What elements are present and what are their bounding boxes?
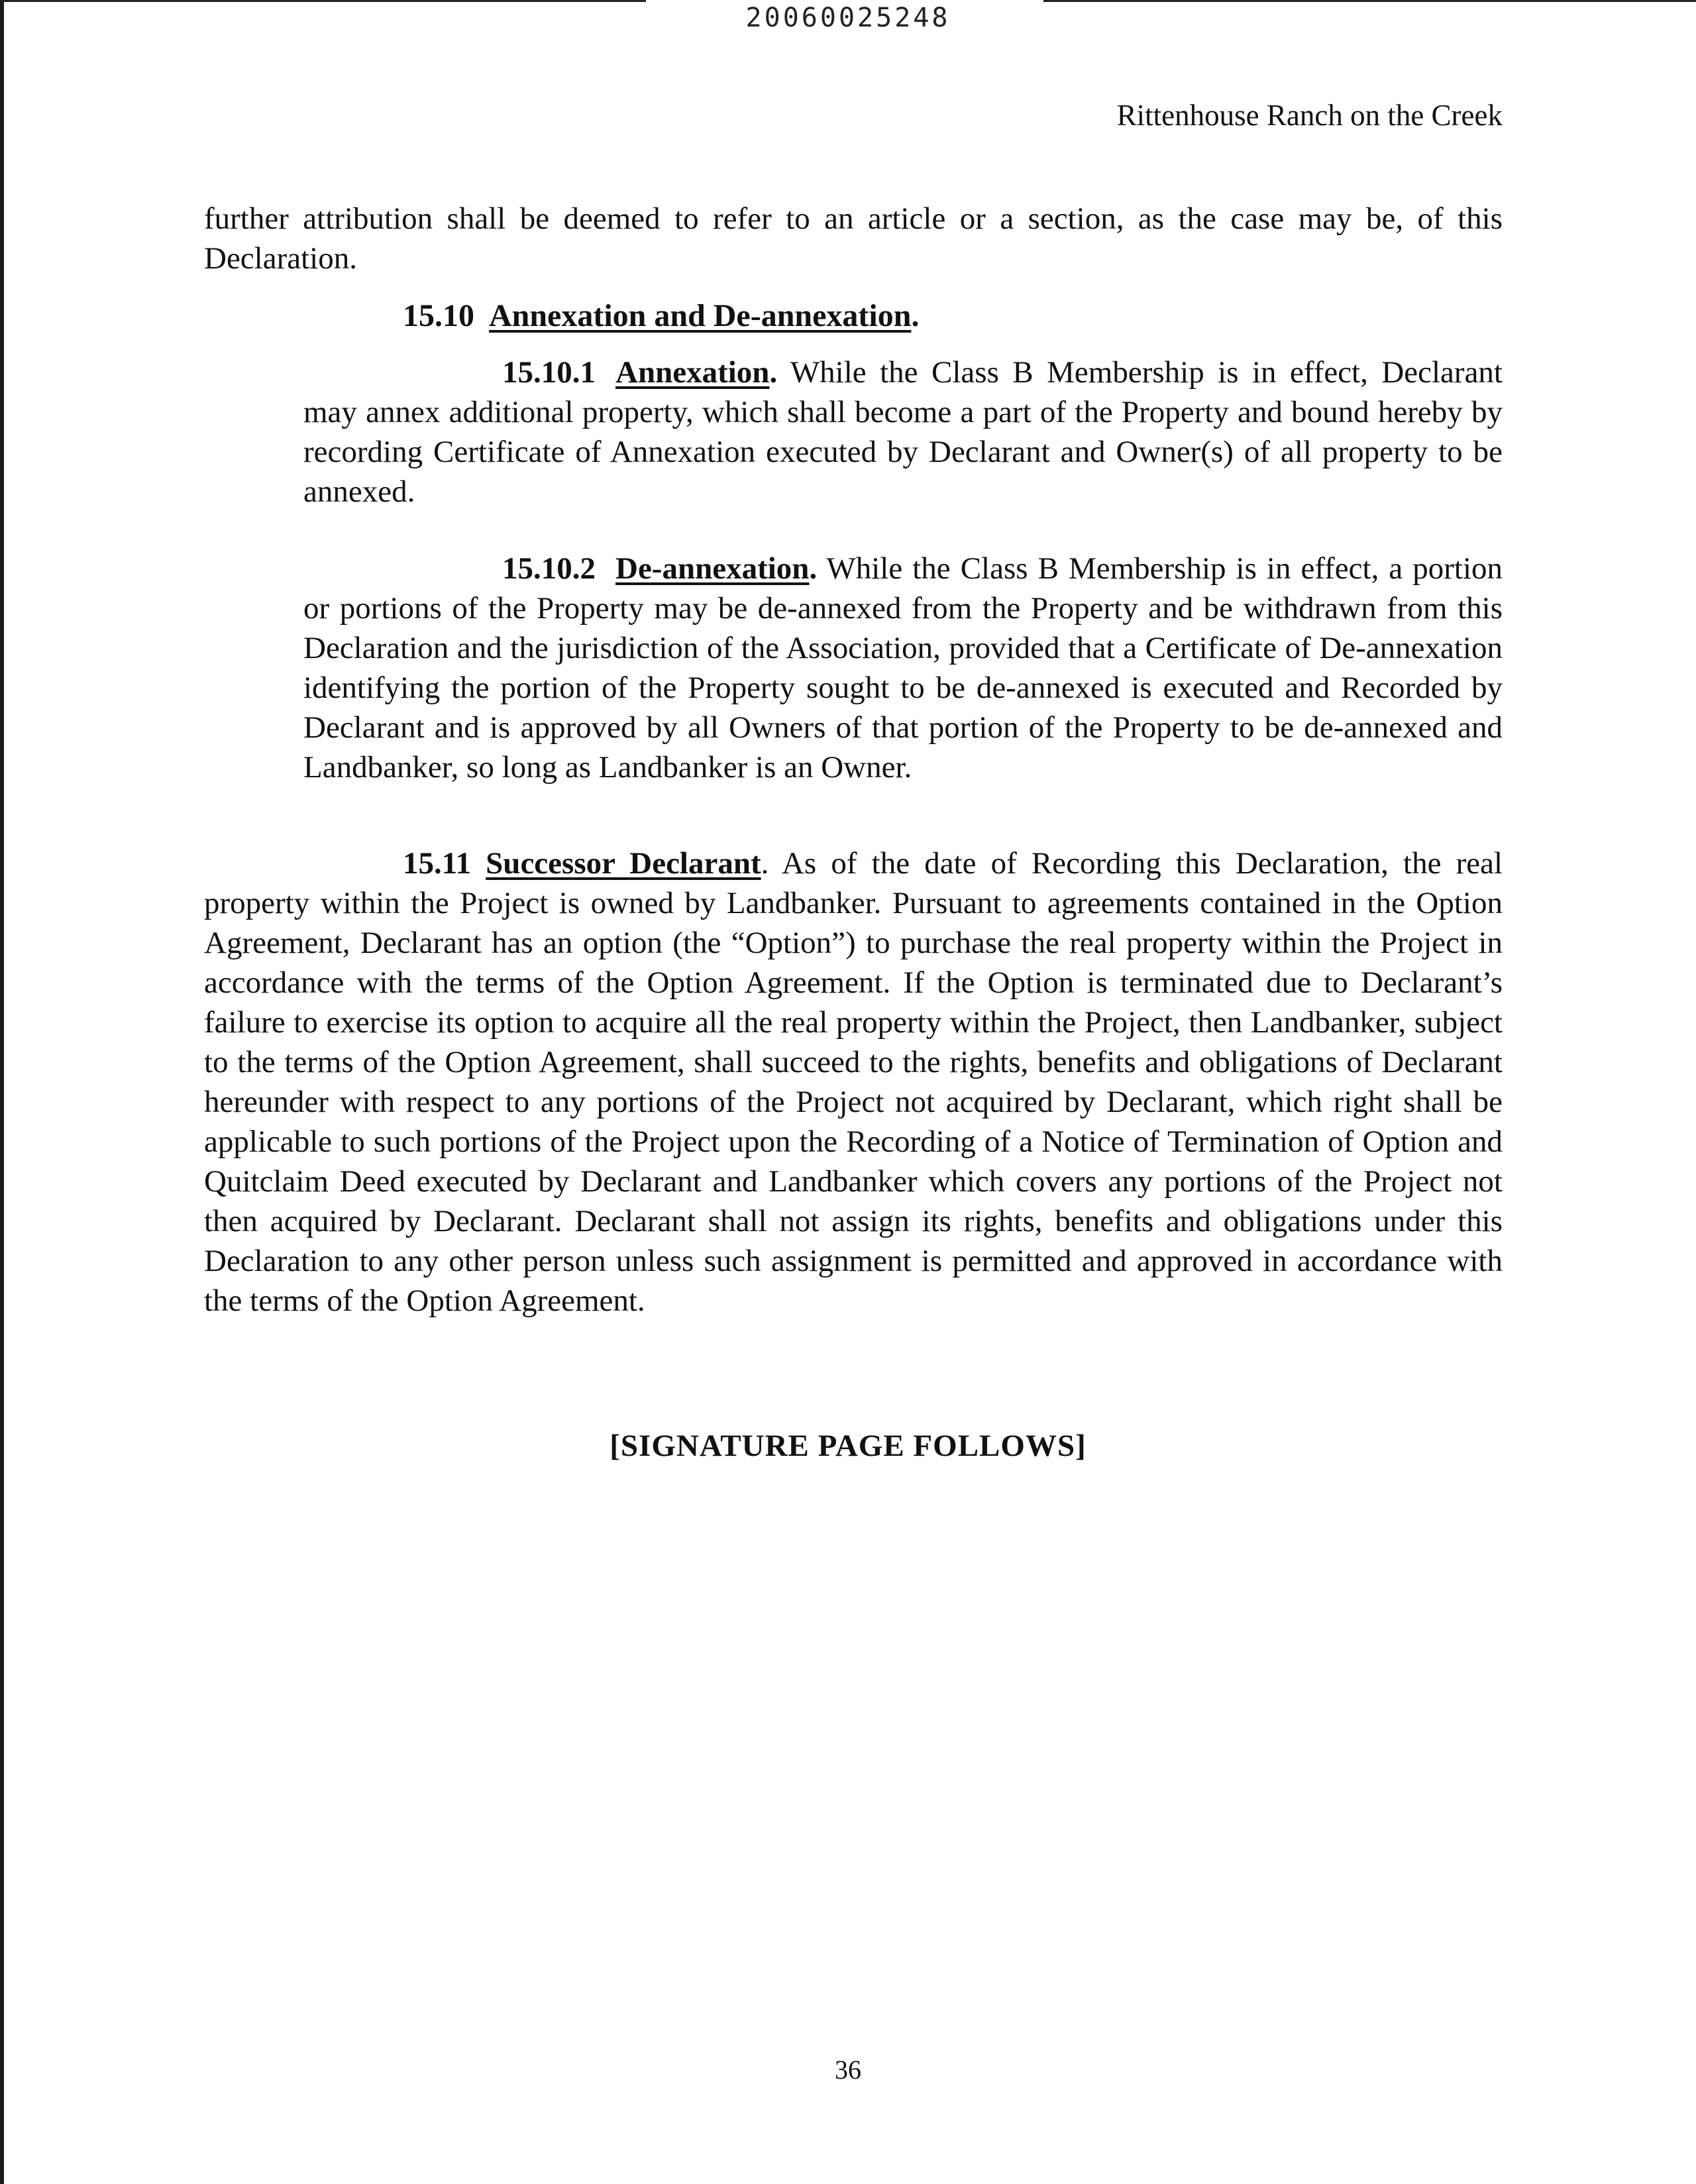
section-title-period: .	[761, 846, 769, 881]
section-number: 15.11	[403, 846, 472, 881]
continuation-paragraph: further attribution shall be deemed to refer to an article or a section, as the case may be, of this Declaration.	[204, 201, 1503, 276]
section-15-10-heading	[403, 296, 1529, 336]
section-number: 15.10	[403, 298, 474, 333]
scan-border-left	[0, 0, 4, 2184]
section-body: As of the date of Recording this Declaration, the real property within the Project is owned by Landbanker. Pursuant to agreements contained in the Option Agreement, Declarant has an option (the “Option”) to purchase the real property within the Project in accordance with the terms of the Option Agreement. If the Option is terminated due to Declarant’s failure to exercise its option to acquire all the real property within the Project, then Landbanker, subject to the terms of the Option Agreement, shall succeed to the rights, benefits and obligations of Declarant hereunder with respect to any portions of the Project not acquired by Declarant, which right shall be applicable to such portions of the Project upon the Recording of a Notice of Termination of Option and Quitclaim Deed executed by Declarant and Landbanker which covers any portions of the Project not then acquired by Declarant. Declarant shall not assign its rights, benefits and obligations under this Declaration to any other person unless such assignment is permitted and approved in accordance with the terms of the Option Agreement.	[204, 846, 1503, 1318]
section-15-10-1-paragraph	[303, 353, 1503, 512]
section-title-period: .	[809, 551, 818, 586]
signature-page-note: [SIGNATURE PAGE FOLLOWS]	[610, 1429, 1086, 1463]
section-title: Successor Declarant	[486, 846, 761, 881]
page-number: 36	[835, 2055, 861, 2085]
section-title: Annexation	[615, 355, 770, 390]
section-title: De-annexation	[615, 551, 810, 586]
scan-border-top-right	[1043, 0, 1696, 2]
scan-border-top-left	[0, 0, 646, 2]
recording-number: 20060025248	[745, 3, 951, 33]
section-title: Annexation and De-annexation	[489, 298, 912, 333]
running-header: Rittenhouse Ranch on the Creek	[1116, 99, 1503, 132]
section-number: 15.10.1	[502, 355, 596, 390]
section-body: While the Class B Membership is in effect, a portion or portions of the Property may be de-annexed from the Property and be withdrawn from this Declaration and the jurisdiction of the Association, provided that a Certificate of De-annexation identifying the portion of the Property sought to be de-annexed is executed and Recorded by Declarant and is approved by all Owners of that portion of the Property to be de-annexed and Landbanker, so long as Landbanker is an Owner.	[303, 551, 1503, 785]
section-15-11-paragraph	[204, 844, 1503, 1321]
section-15-10-2-paragraph	[303, 549, 1503, 787]
section-body: While the Class B Membership is in effect, Declarant may annex additional property, which shall become a part of the Property and bound hereby by recording Certificate of Annexation executed by Declarant and Owner(s) of all property to be annexed.	[303, 355, 1503, 509]
section-number: 15.10.2	[502, 551, 596, 586]
section-title-period: .	[911, 298, 920, 333]
section-title-period: .	[769, 355, 778, 390]
